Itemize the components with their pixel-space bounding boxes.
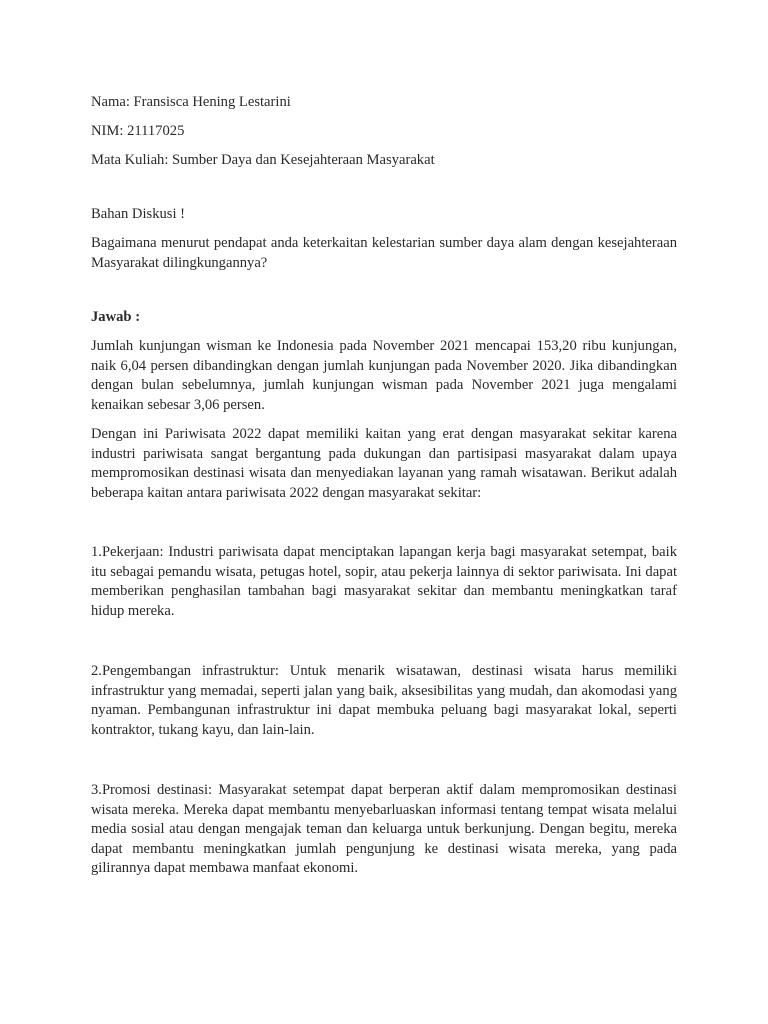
point-2: 2.Pengembangan infrastruktur: Untuk menarik wisatawan, destinasi wisata harus memiliki infrastruktur yang memadai, seperti jalan yang baik, aksesibilitas yang mudah, dan akomodasi yang nyaman. Pembangunan infrastruktur ini dapat membuka peluang bagi masyarakat lokal, seperti kontraktor, tukang kayu, dan lain-lain. — [91, 663, 677, 738]
student-nim-line: NIM: 21117025 — [91, 123, 185, 139]
discussion-question: Bagaimana menurut pendapat anda keterkaitan kelestarian sumber daya alam dengan kesejahteraan Masyarakat dilingkungannya? — [91, 235, 677, 271]
answer-heading: Jawab : — [91, 309, 141, 325]
answer-paragraph-1: Jumlah kunjungan wisman ke Indonesia pada November 2021 mencapai 153,20 ribu kunjungan, naik 6,04 persen dibandingkan dengan jumlah kunjungan pada November 2020. Jika dibandingkan dengan bulan sebelumnya, jumlah kunjungan wisman pada November 2021 juga mengalami kenaikan sebesar 3,06 persen. — [91, 338, 677, 413]
document-content — [91, 92, 677, 879]
point-1: 1.Pekerjaan: Industri pariwisata dapat menciptakan lapangan kerja bagi masyarakat setempat, baik itu sebagai pemandu wisata, petugas hotel, sopir, atau pekerja lainnya di sektor pariwisata. Ini dapat memberikan penghasilan tambahan bagi masyarakat sekitar dan membantu meningkatkan taraf hidup mereka. — [91, 544, 677, 619]
student-name-line: Nama: Fransisca Hening Lestarini — [91, 94, 291, 110]
answer-paragraph-2: Dengan ini Pariwisata 2022 dapat memiliki kaitan yang erat dengan masyarakat sekitar karena industri pariwisata sangat bergantung pada dukungan dan partisipasi masyarakat dalam upaya mempromosikan destinasi wisata dan menyediakan layanan yang ramah wisatawan. Berikut adalah beberapa kaitan antara pariwisata 2022 dengan masyarakat sekitar: — [91, 426, 677, 501]
course-line: Mata Kuliah: Sumber Daya dan Kesejahteraan Masyarakat — [91, 152, 435, 168]
point-3: 3.Promosi destinasi: Masyarakat setempat dapat berperan aktif dalam mempromosikan destinasi wisata mereka. Mereka dapat membantu menyebarluaskan informasi tentang tempat wisata melalui media sosial atau dengan mengajak teman dan keluarga untuk berkunjung. Dengan begitu, mereka dapat membantu meningkatkan jumlah pengunjung ke destinasi wisata mereka, yang pada gilirannya dapat membawa manfaat ekonomi. — [91, 782, 677, 876]
discussion-heading: Bahan Diskusi ! — [91, 206, 186, 222]
